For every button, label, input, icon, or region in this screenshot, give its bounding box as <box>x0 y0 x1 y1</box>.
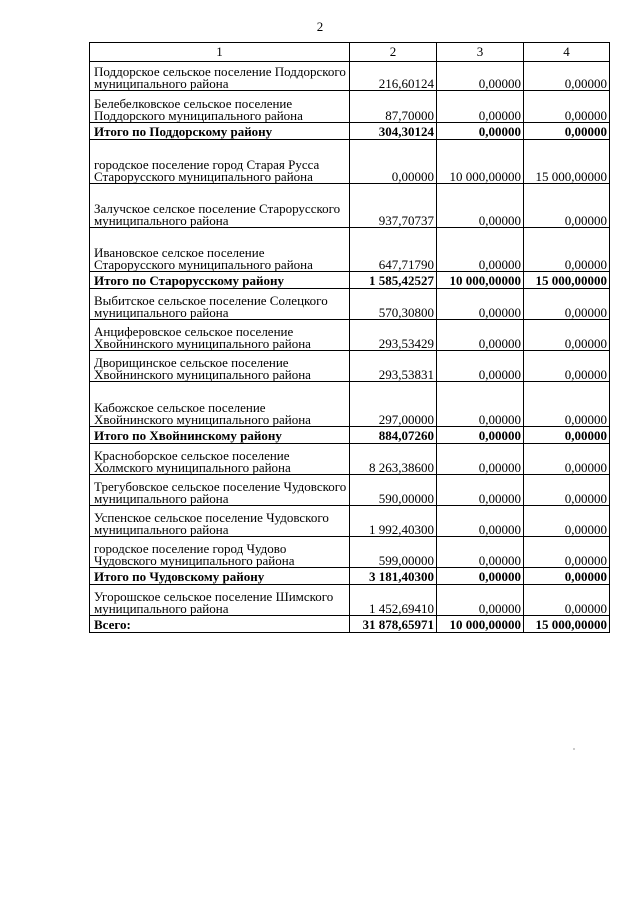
settlement-name-cell: Трегубовское сельское поселение Чудовского муниципального района <box>90 475 350 506</box>
total-row <box>90 427 610 444</box>
table-body <box>90 62 610 633</box>
table-row <box>90 184 610 228</box>
value-cell-col2: 304,30124 <box>350 123 437 140</box>
value-cell-col2: 937,70737 <box>350 184 437 228</box>
value-cell-col4: 0,00000 <box>524 228 610 272</box>
value-cell-col4: 0,00000 <box>524 351 610 382</box>
value-cell-col3: 0,00000 <box>437 62 524 91</box>
value-cell-col3: 10 000,00000 <box>437 272 524 289</box>
table-row <box>90 506 610 537</box>
table-row <box>90 289 610 320</box>
value-cell-col2: 0,00000 <box>350 140 437 184</box>
settlement-name-cell: Итого по Старорусскому району <box>90 272 350 289</box>
table-header-row <box>90 43 610 62</box>
value-cell-col3: 0,00000 <box>437 123 524 140</box>
table-row <box>90 585 610 616</box>
table-row <box>90 475 610 506</box>
value-cell-col2: 3 181,40300 <box>350 568 437 585</box>
value-cell-col3: 0,00000 <box>437 537 524 568</box>
settlement-name-cell: Залучское селское поселение Старорусского муниципального района <box>90 184 350 228</box>
value-cell-col3: 0,00000 <box>437 382 524 427</box>
column-header-1: 1 <box>90 43 350 62</box>
value-cell-col4: 0,00000 <box>524 427 610 444</box>
value-cell-col2: 1 992,40300 <box>350 506 437 537</box>
scan-speck <box>573 748 575 750</box>
value-cell-col4: 0,00000 <box>524 320 610 351</box>
settlement-name-cell: Ивановское селское поселение Старорусского муниципального района <box>90 228 350 272</box>
value-cell-col4: 15 000,00000 <box>524 272 610 289</box>
value-cell-col3: 0,00000 <box>437 506 524 537</box>
total-row <box>90 616 610 633</box>
value-cell-col4: 0,00000 <box>524 585 610 616</box>
value-cell-col4: 0,00000 <box>524 62 610 91</box>
column-header-3: 3 <box>437 43 524 62</box>
value-cell-col4: 0,00000 <box>524 506 610 537</box>
value-cell-col2: 590,00000 <box>350 475 437 506</box>
value-cell-col3: 0,00000 <box>437 289 524 320</box>
table-row <box>90 91 610 123</box>
value-cell-col2: 647,71790 <box>350 228 437 272</box>
settlement-name-cell: Дворищинское сельское поселение Хвойнинского муниципального района <box>90 351 350 382</box>
value-cell-col3: 0,00000 <box>437 228 524 272</box>
value-cell-col4: 0,00000 <box>524 475 610 506</box>
settlement-name-cell: Итого по Хвойнинскому району <box>90 427 350 444</box>
table-row <box>90 444 610 475</box>
column-header-4: 4 <box>524 43 610 62</box>
table-row <box>90 537 610 568</box>
settlement-name-cell: Итого по Чудовскому району <box>90 568 350 585</box>
value-cell-col4: 0,00000 <box>524 289 610 320</box>
value-cell-col4: 0,00000 <box>524 184 610 228</box>
settlement-name-cell: Всего: <box>90 616 350 633</box>
value-cell-col3: 0,00000 <box>437 427 524 444</box>
value-cell-col2: 31 878,65971 <box>350 616 437 633</box>
total-row <box>90 272 610 289</box>
value-cell-col3: 0,00000 <box>437 444 524 475</box>
settlement-name-cell: Белебелковское сельское поселение Поддорского муниципального района <box>90 91 350 123</box>
value-cell-col2: 8 263,38600 <box>350 444 437 475</box>
value-cell-col3: 0,00000 <box>437 184 524 228</box>
budget-table <box>89 42 610 633</box>
settlement-name-cell: Выбитское сельское поселение Солецкого муниципального района <box>90 289 350 320</box>
value-cell-col4: 0,00000 <box>524 123 610 140</box>
value-cell-col3: 0,00000 <box>437 91 524 123</box>
settlement-name-cell: Поддорское сельское поселение Поддорского муниципального района <box>90 62 350 91</box>
value-cell-col3: 10 000,00000 <box>437 616 524 633</box>
value-cell-col4: 0,00000 <box>524 537 610 568</box>
settlement-name-cell: Итого по Поддорскому району <box>90 123 350 140</box>
table-row <box>90 62 610 91</box>
settlement-name-cell: Красноборское сельское поселение Холмского муниципального района <box>90 444 350 475</box>
value-cell-col3: 0,00000 <box>437 585 524 616</box>
table-row <box>90 351 610 382</box>
value-cell-col3: 0,00000 <box>437 568 524 585</box>
value-cell-col4: 15 000,00000 <box>524 616 610 633</box>
value-cell-col4: 0,00000 <box>524 91 610 123</box>
value-cell-col2: 599,00000 <box>350 537 437 568</box>
value-cell-col4: 0,00000 <box>524 382 610 427</box>
value-cell-col2: 216,60124 <box>350 62 437 91</box>
value-cell-col2: 1 585,42527 <box>350 272 437 289</box>
value-cell-col4: 0,00000 <box>524 444 610 475</box>
table-row <box>90 320 610 351</box>
value-cell-col3: 0,00000 <box>437 351 524 382</box>
settlement-name-cell: Кабожское сельское поселение Хвойнинского муниципального района <box>90 382 350 427</box>
value-cell-col2: 87,70000 <box>350 91 437 123</box>
settlement-name-cell: Угорошское сельское поселение Шимского муниципального района <box>90 585 350 616</box>
value-cell-col3: 10 000,00000 <box>437 140 524 184</box>
column-header-2: 2 <box>350 43 437 62</box>
value-cell-col2: 297,00000 <box>350 382 437 427</box>
value-cell-col4: 0,00000 <box>524 568 610 585</box>
value-cell-col2: 884,07260 <box>350 427 437 444</box>
value-cell-col3: 0,00000 <box>437 475 524 506</box>
value-cell-col2: 1 452,69410 <box>350 585 437 616</box>
settlement-name-cell: Успенское сельское поселение Чудовского муниципального района <box>90 506 350 537</box>
table-row <box>90 228 610 272</box>
total-row <box>90 568 610 585</box>
total-row <box>90 123 610 140</box>
value-cell-col2: 293,53831 <box>350 351 437 382</box>
value-cell-col2: 293,53429 <box>350 320 437 351</box>
table-row <box>90 140 610 184</box>
settlement-name-cell: Анциферовское сельское поселение Хвойнинского муниципального района <box>90 320 350 351</box>
value-cell-col3: 0,00000 <box>437 320 524 351</box>
settlement-name-cell: городское поселение город Старая Русса Старорусского муниципального района <box>90 140 350 184</box>
value-cell-col4: 15 000,00000 <box>524 140 610 184</box>
page-number: 2 <box>316 19 324 34</box>
value-cell-col2: 570,30800 <box>350 289 437 320</box>
table-row <box>90 382 610 427</box>
settlement-name-cell: городское поселение город Чудово Чудовского муниципального района <box>90 537 350 568</box>
